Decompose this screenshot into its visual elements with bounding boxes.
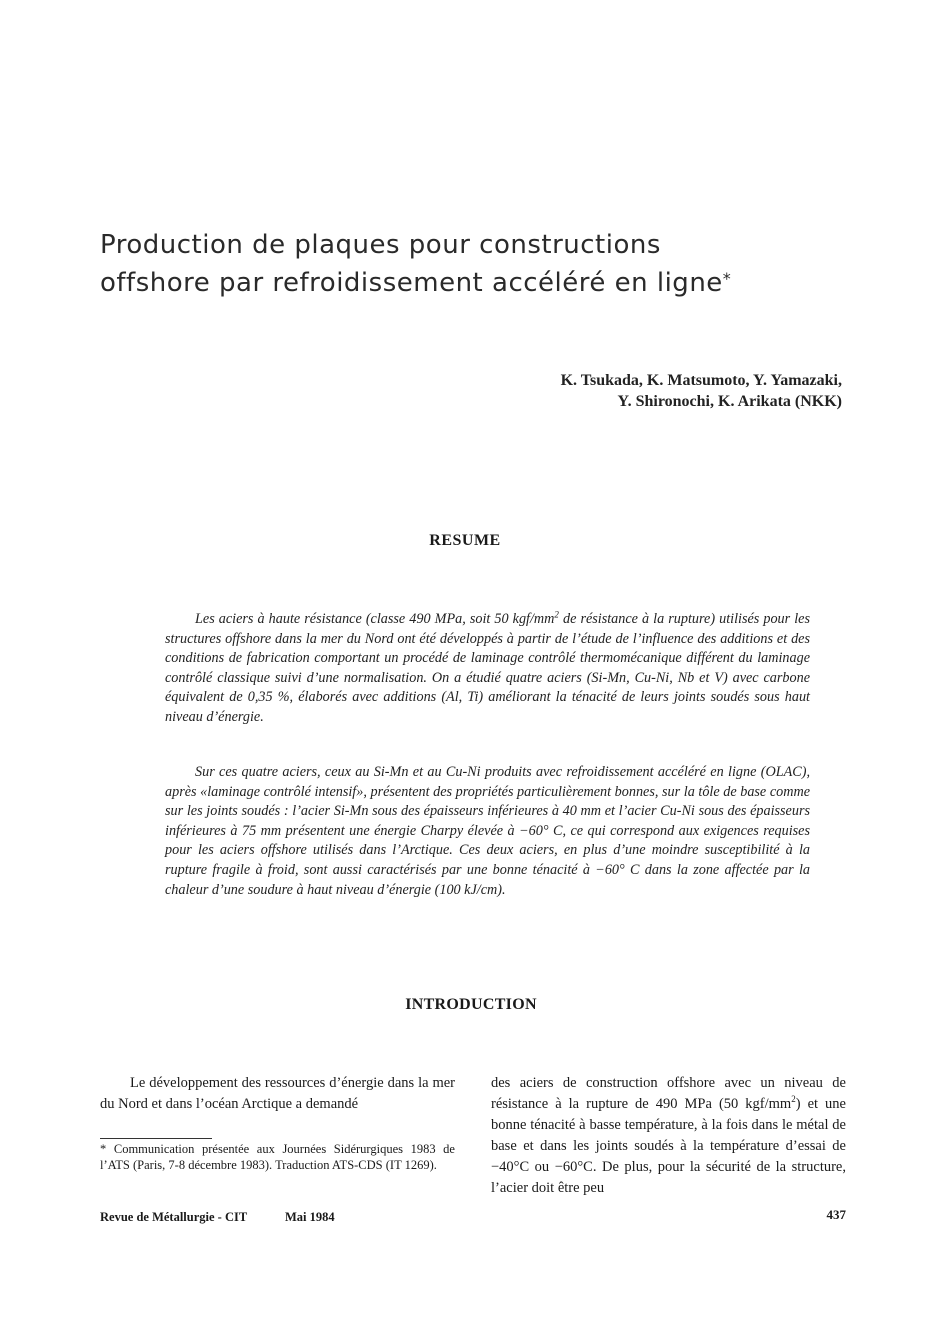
intro-right-part-a: des aciers de construction offshore avec un niveau de résistance à la rupture de 490 MPa (50 kgf/mm xyxy=(491,1075,846,1112)
footnote-marker: * xyxy=(722,269,732,288)
abstract-p1-part-b: de résistance à la rupture) utilisés pour les structures offshore dans la mer du Nord ont été développés à partir de l’étude de l’influence des additions et des conditions de fabrication comportant un procédé de laminage contrôlé thermomécanique différent du laminage contrôlé classique suivi d’une normalisation. On a étudié quatre aciers (Si-Mn, Cu-Ni, Nb et V) avec carbone équivalent de 0,35 %, élaborés avec additions (Al, Ti) améliorant la ténacité de leurs joints soudés sous haut niveau d’énergie. xyxy=(165,611,810,725)
introduction-left-column: Le développement des ressources d’énergie dans la mer du Nord et dans l’océan Arctique a demandé xyxy=(100,1075,455,1112)
abstract-paragraph-1 xyxy=(165,610,810,728)
article-title xyxy=(100,226,880,302)
footnote-divider xyxy=(100,1138,212,1139)
footer-journal-name: Revue de Métallurgie - CIT xyxy=(100,1210,248,1224)
intro-right-part-b: ) et une bonne ténacité à basse température, à la fois dans le métal de base et dans les joints soudés à la température d’essai de −40°C ou −60°C. De plus, pour la sécurité de la structure, l’acier doit être peu xyxy=(491,1096,846,1196)
footnote: * Communication présentée aux Journées Sidérurgiques 1983 de l’ATS (Paris, 7-8 décembre 1983). Traduction ATS-CDS (IT 1269). xyxy=(100,1142,455,1172)
resume-heading: RESUME xyxy=(429,532,501,549)
title-line-1: Production de plaques pour constructions xyxy=(100,230,661,260)
footer-date: Mai 1984 xyxy=(285,1210,335,1224)
abstract-paragraph-2: Sur ces quatre aciers, ceux au Si-Mn et au Cu-Ni produits avec refroidissement accéléré en ligne (OLAC), après «laminage contrôlé intensif», présentent des propriétés particulièrement bonnes, sur la tôle de base comme sur les joints soudés : l’acier Si-Mn sous des épaisseurs inférieures à 40 mm et l’acier Cu-Ni sous des épaisseurs inférieures à 75 mm présentent une énergie Charpy élevée à −60° C, ce qui correspond aux exigences requises pour les aciers offshore utilisés dans l’Arctique. Ces deux aciers, en plus d’une moindre susceptibilité à la rupture fragile à froid, sont aussi caractérisés par une bonne ténacité à −60° C dans la zone affectée par la chaleur d’une soudure à haut niveau d’énergie (100 kJ/cm). xyxy=(165,764,810,898)
introduction-heading: INTRODUCTION xyxy=(405,996,537,1013)
authors-line-2: Y. Shironochi, K. Arikata (NKK) xyxy=(617,393,842,410)
title-line-2: offshore par refroidissement accéléré en ligne xyxy=(100,268,723,298)
intro-right-superscript: 2 xyxy=(791,1094,796,1105)
abstract-p1-part-a: Les aciers à haute résistance (classe 490 MPa, soit 50 kgf/mm xyxy=(195,611,555,627)
authors-line-1: K. Tsukada, K. Matsumoto, Y. Yamazaki, xyxy=(560,372,842,389)
abstract-p1-superscript: 2 xyxy=(554,609,559,620)
author-list xyxy=(422,370,842,412)
introduction-right-column xyxy=(491,1073,846,1199)
page-number: 437 xyxy=(826,1207,846,1222)
